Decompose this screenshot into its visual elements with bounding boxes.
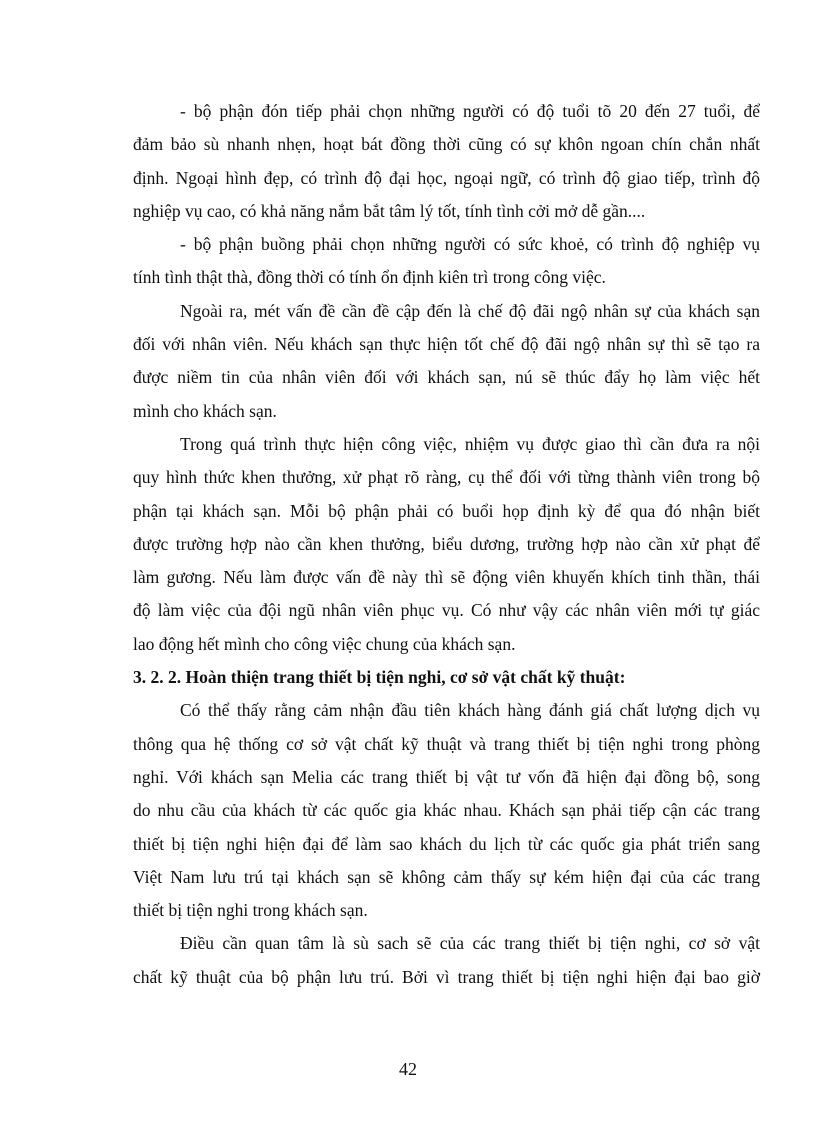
paragraph-line: Việt Nam lưu trú tại khách sạn sẽ không cảm thấy sự kém hiện đại của các trang — [133, 866, 760, 887]
page-number: 42 — [399, 1059, 417, 1079]
paragraph-line: thiết bị tiện nghi hiện đại để làm sao khách du lịch từ các quốc gia phát triển sang — [133, 833, 760, 854]
paragraph-line: lao động hết mình cho công việc chung của khách sạn. — [133, 633, 516, 654]
paragraph-line: được niềm tin của nhân viên đối với khách sạn, nú sẽ thúc đẩy họ làm việc hết — [133, 367, 760, 388]
paragraph-line: quy hình thức khen thưởng, xử phạt rõ ràng, cụ thể đối với từng thành viên trong bộ — [133, 467, 760, 488]
paragraph-line: Có thể thấy rằng cảm nhận đầu tiên khách hàng đánh giá chất lượng dịch vụ — [180, 700, 760, 721]
paragraph-line: do nhu cầu của khách từ các quốc gia khác nhau. Khách sạn phải tiếp cận các trang — [133, 800, 760, 821]
paragraph-line: thông qua hệ thống cơ sở vật chất kỹ thuật và trang thiết bị tiện nghi trong phòng — [133, 733, 760, 754]
paragraph-line: định. Ngoại hình đẹp, có trình độ đại học, ngoại ngữ, có trình độ giao tiếp, trình độ — [133, 167, 760, 188]
paragraph-line: nghỉ. Với khách sạn Melia các trang thiết bị vật tư vốn đã hiện đại đồng bộ, song — [133, 766, 760, 787]
paragraph-line: - bộ phận buồng phải chọn những người có sức khoẻ, có trình độ nghiệp vụ — [180, 234, 760, 255]
paragraph-line: Ngoài ra, mét vấn đề cần đề cập đến là chế độ đãi ngộ nhân sự của khách sạn — [180, 300, 760, 321]
paragraph-line: chất kỹ thuật của bộ phận lưu trú. Bởi vì trang thiết bị tiện nghi hiện đại bao giờ — [133, 966, 760, 987]
paragraph-line: tính tình thật thà, đồng thời có tính ổn định kiên trì trong công việc. — [133, 267, 606, 288]
paragraph-line: phận tại khách sạn. Mỗi bộ phận phải có buổi họp định kỳ để qua đó nhận biết — [133, 500, 760, 521]
paragraph-line: độ làm việc của đội ngũ nhân viên phục vụ. Có như vậy các nhân viên mới tự giác — [133, 600, 760, 621]
paragraph-line: đối với nhân viên. Nếu khách sạn thực hiện tốt chế độ đãi ngộ nhân sự thì sẽ tạo ra — [133, 334, 760, 355]
paragraph-line: Trong quá trình thực hiện công việc, nhiệm vụ được giao thì cần đưa ra nội — [180, 433, 760, 454]
paragraph-line: mình cho khách sạn. — [133, 400, 277, 421]
paragraph-line: làm gương. Nếu làm được vấn đề này thì sẽ động viên khuyến khích tinh thần, thái — [133, 567, 760, 588]
paragraph-line: - bộ phận đón tiếp phải chọn những người có độ tuổi tõ 20 đến 27 tuổi, để — [180, 101, 760, 121]
paragraph-line: nghiệp vụ cao, có khả năng nắm bắt tâm lý tốt, tính tình cởi mở dễ gần.... — [133, 200, 646, 221]
body-text — [133, 95, 760, 994]
paragraph-line: được trường hợp nào cần khen thưởng, biểu dương, trường hợp nào cần xử phạt để — [133, 533, 760, 554]
paragraph-line: thiết bị tiện nghi trong khách sạn. — [133, 900, 368, 921]
paragraph-line: Điều cần quan tâm là sù sach sẽ của các trang thiết bị tiện nghi, cơ sở vật — [180, 933, 760, 954]
section-heading: 3. 2. 2. Hoàn thiện trang thiết bị tiện nghi, cơ sở vật chất kỹ thuật: — [133, 667, 626, 688]
paragraph-line: đảm bảo sù nhanh nhẹn, hoạt bát đồng thời cũng có sự khôn ngoan chín chắn nhất — [133, 134, 760, 155]
